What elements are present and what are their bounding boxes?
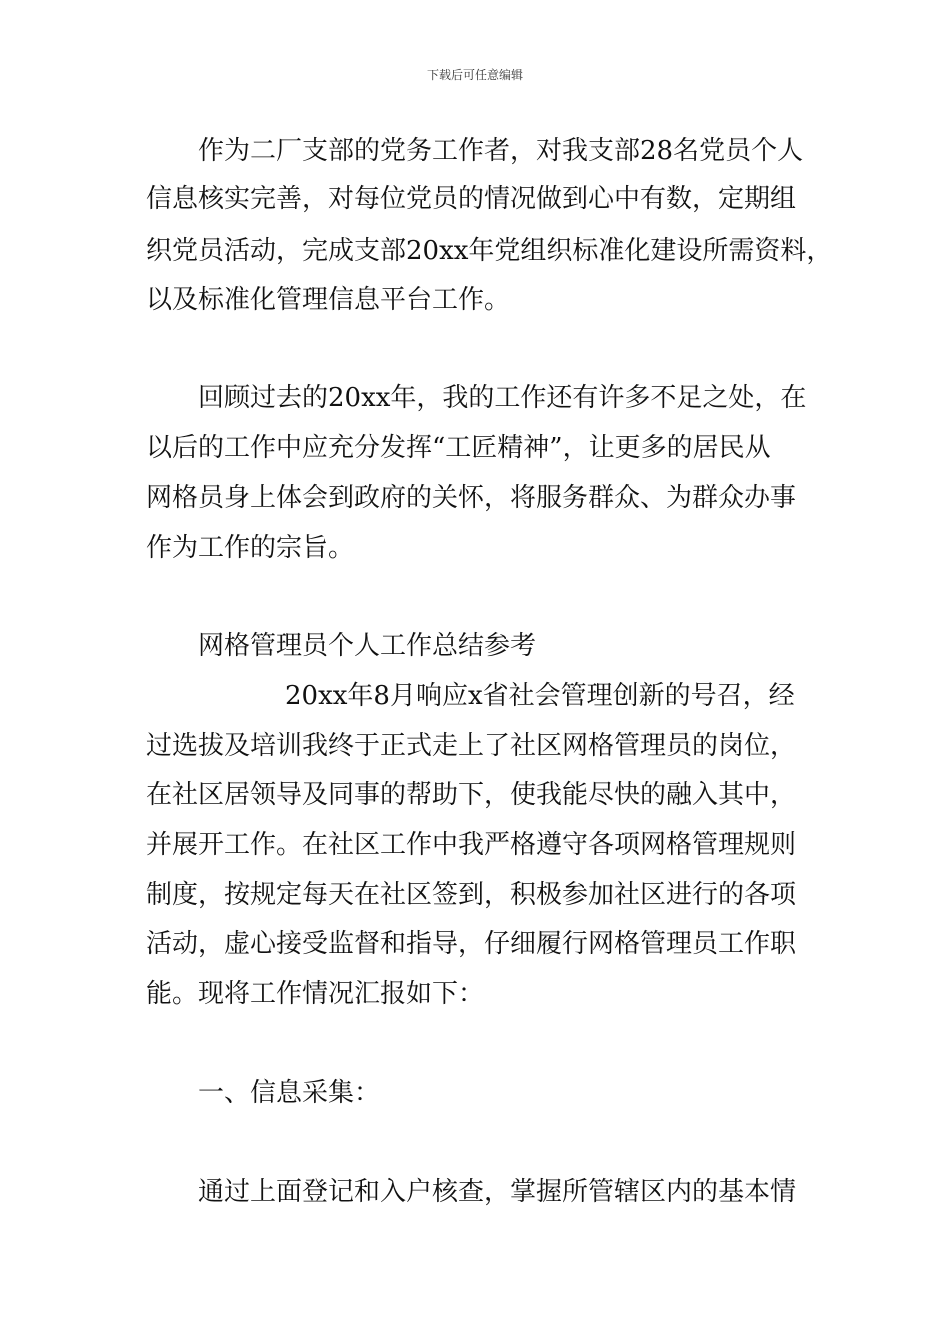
paragraph-2-line-3: 网格员身上体会到政府的关怀，将服务群众、为群众办事 bbox=[146, 483, 797, 513]
paragraph-3-line-7: 能。现将工作情况汇报如下： bbox=[146, 979, 485, 1009]
paragraph-2-line-4: 作为工作的宗旨。 bbox=[146, 533, 355, 563]
section-title: 网格管理员个人工作总结参考 bbox=[198, 631, 537, 661]
page-header: 下载后可任意编辑 bbox=[426, 68, 523, 82]
paragraph-4-line-1: 通过上面登记和入户核查，掌握所管辖区内的基本情 bbox=[198, 1177, 797, 1207]
paragraph-3-line-1: 20xx年8月响应x省社会管理创新的号召，经 bbox=[285, 681, 795, 711]
subsection-title: 一、信息采集： bbox=[198, 1078, 381, 1108]
paragraph-1-line-4: 以及标准化管理信息平台工作。 bbox=[146, 285, 511, 315]
paragraph-1-line-3: 织党员活动，完成支部20xx年党组织标准化建设所需资料， bbox=[146, 236, 833, 266]
paragraph-1-line-2: 信息核实完善，对每位党员的情况做到心中有数，定期组 bbox=[146, 184, 797, 214]
paragraph-3-line-2: 过选拔及培训我终于正式走上了社区网格管理员的岗位， bbox=[146, 731, 797, 761]
paragraph-3-line-6: 活动，虚心接受监督和指导，仔细履行网格管理员工作职 bbox=[146, 929, 797, 959]
paragraph-2-line-2: 以后的工作中应充分发挥“工匠精神”，让更多的居民从 bbox=[146, 433, 771, 463]
paragraph-2-line-1: 回顾过去的20xx年，我的工作还有许多不足之处，在 bbox=[198, 383, 807, 413]
paragraph-3-line-4: 并展开工作。在社区工作中我严格遵守各项网格管理规则 bbox=[146, 830, 797, 860]
paragraph-3-line-5: 制度，按规定每天在社区签到，积极参加社区进行的各项 bbox=[146, 880, 797, 910]
paragraph-3-line-3: 在社区居领导及同事的帮助下，使我能尽快的融入其中， bbox=[146, 780, 797, 810]
paragraph-1-line-1: 作为二厂支部的党务工作者，对我支部28名党员个人 bbox=[198, 136, 804, 166]
